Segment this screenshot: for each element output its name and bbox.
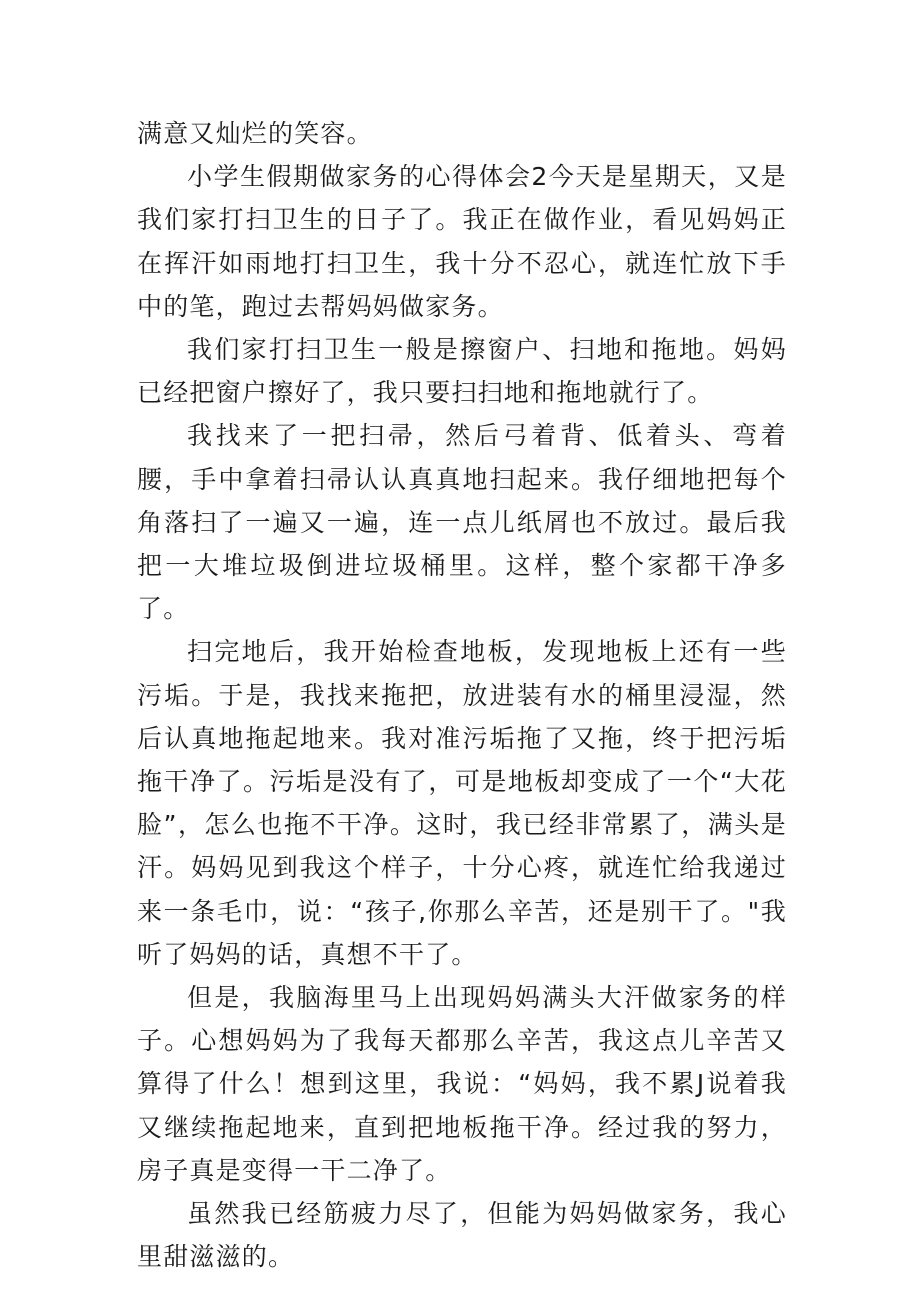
paragraph: 扫完地后，我开始检查地板，发现地板上还有一些污垢。于是，我找来拖把，放进装有水的桶里浸湿，然后认真地拖起地来。我对准污垢拖了又拖，终于把污垢拖干净了。污垢是没有了，可是地板却变成了一个“大花脸”，怎么也拖不干净。这时，我已经非常累了，满头是汗。妈妈见到我这个样子，十分心疼，就连忙给我递过来一条毛巾，说：“孩子,你那么辛苦，还是别干了。"我听了妈妈的话，真想不干了。 — [137, 637, 787, 969]
document-body — [137, 112, 787, 1278]
paragraph-continued: 满意又灿烂的笑容。 — [137, 119, 373, 148]
paragraph: 小学生假期做家务的心得体会2今天是星期天，又是我们家打扫卫生的日子了。我正在做作业，看见妈妈正在挥汗如雨地打扫卫生，我十分不忍心，就连忙放下手中的笔，跑过去帮妈妈做家务。 — [137, 162, 787, 321]
paragraph: 我找来了一把扫帚，然后弓着背、低着头、弯着腰，手中拿着扫帚认认真真地扫起来。我仔细地把每个角落扫了一遍又一遍，连一点儿纸屑也不放过。最后我把一大堆垃圾倒进垃圾桶里。这样，整个家都干净多了。 — [137, 421, 787, 624]
paragraph: 但是，我脑海里马上出现妈妈满头大汗做家务的样子。心想妈妈为了我每天都那么辛苦，我这点儿辛苦又算得了什么！想到这里，我说：“妈妈，我不累J说着我又继续拖起地来，直到把地板拖干净。经过我的努力，房子真是变得一干二净了。 — [137, 983, 787, 1185]
paragraph: 虽然我已经筋疲力尽了，但能为妈妈做家务，我心里甜滋滋的。 — [137, 1199, 787, 1272]
paragraph: 我们家打扫卫生一般是擦窗户、扫地和拖地。妈妈已经把窗户擦好了，我只要扫扫地和拖地就行了。 — [137, 335, 787, 408]
